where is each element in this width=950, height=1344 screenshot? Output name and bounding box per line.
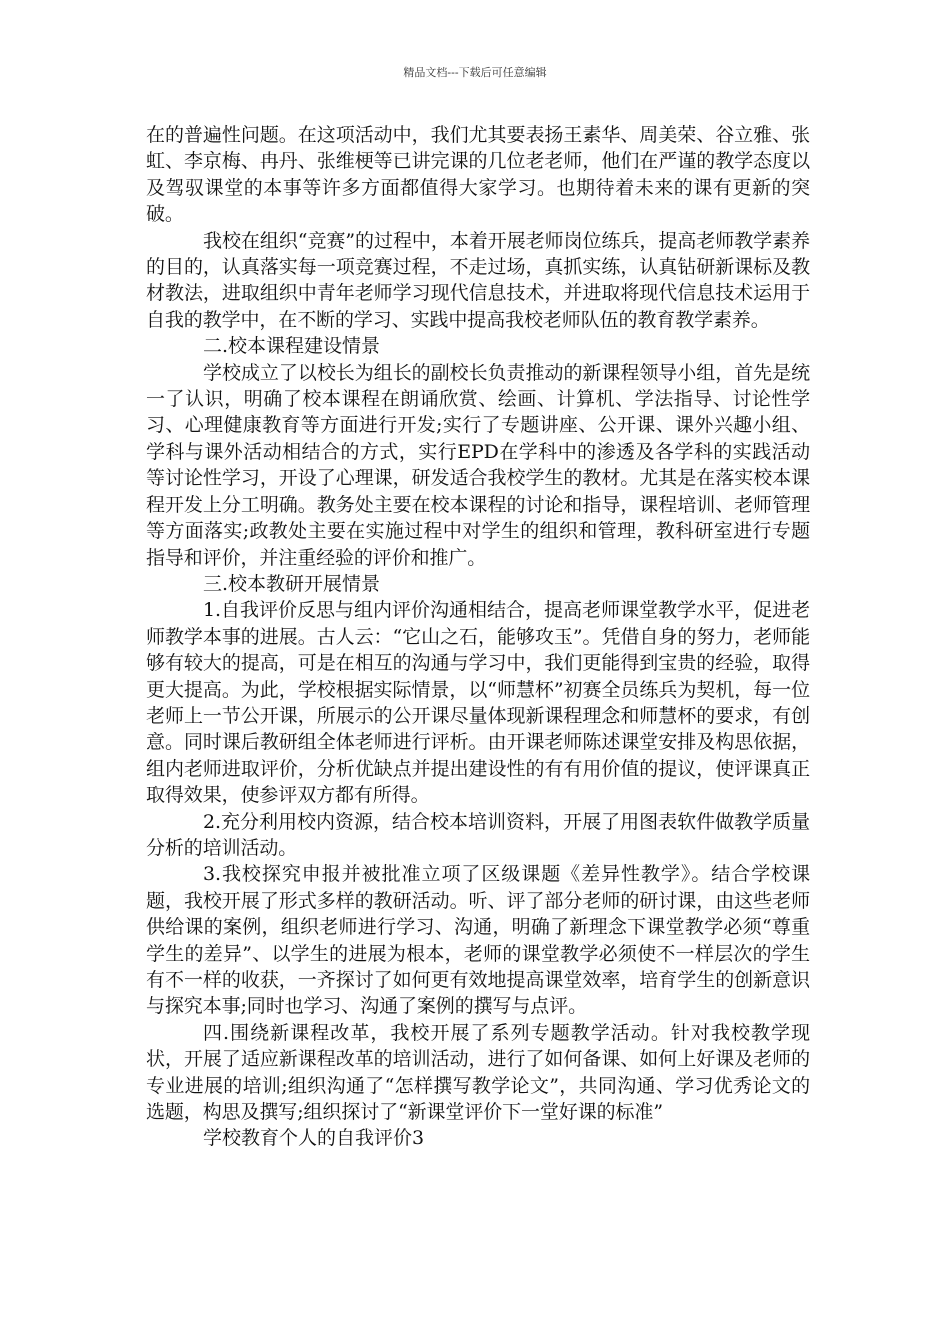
section-heading-school-curriculum: 二.校本课程建设情景 (203, 335, 381, 358)
paragraph-research-3: 3.我校探究申报并被批准立项了区级课题《差异性教学》。结合学校课题，我校开展了形式多样的教研活动。听、评了部分老师的研讨课，由这些老师供给课的案例，组织老师进行学习、沟通，明确了新理念下课堂教学必须“尊重学生的差异”、以学生的进展为根本，老师的课堂教学必须使不一样层次的学生有不一样的收获，一齐探讨了如何更有效地提高课堂效率，培育学生的创新意识与探究本事;同时也学习、沟通了案例的撰写与点评。 (146, 863, 810, 1018)
paragraph-reform: 四.围绕新课程改革，我校开展了系列专题教学活动。针对我校教学现状，开展了适应新课程改革的培训活动，进行了如何备课、如何上好课及老师的专业进展的培训;组织沟通了“怎样撰写教学论文”，共同沟通、学习优秀论文的选题，构思及撰写;组织探讨了“新课堂评价下一堂好课的标准” (146, 1021, 810, 1124)
document-body (146, 122, 810, 1152)
section-heading-school-research: 三.校本教研开展情景 (203, 572, 381, 595)
paragraph-research-2: 2.充分利用校内资源，结合校本培训资料，开展了用图表软件做教学质量分析的培训活动。 (146, 810, 810, 859)
paragraph-curriculum: 学校成立了以校长为组长的副校长负责推动的新课程领导小组，首先是统一了认识，明确了校本课程在朗诵欣赏、绘画、计算机、学法指导、讨论性学习、心理健康教育等方面进行开发;实行了专题讲座、公开课、课外兴趣小组、学科与课外活动相结合的方式，实行EPD在学科中的渗透及各学科的实践活动等讨论性学习，开设了心理课，研发适合我校学生的教材。尤其是在落实校本课程开发上分工明确。教务处主要在校本课程的讨论和指导，课程培训、老师管理等方面落实;政教处主要在实施过程中对学生的组织和管理，教科研室进行专题指导和评价，并注重经验的评价和推广。 (146, 361, 810, 569)
paragraph-continued: 在的普遍性问题。在这项活动中，我们尤其要表扬王素华、周美荣、谷立雅、张虹、李京梅、冉丹、张维梗等已讲完课的几位老老师，他们在严谨的教学态度以及驾驭课堂的本事等许多方面都值得大家学习。也期待着未来的课有更新的突破。 (146, 124, 810, 226)
paragraph-research-1: 1.自我评价反思与组内评价沟通相结合，提高老师课堂教学水平，促进老师教学本事的进展。古人云：“它山之石，能够攻玉”。凭借自身的努力，老师能够有较大的提高，可是在相互的沟通与学习中，我们更能得到宝贵的经验，取得更大提高。为此，学校根据实际情景，以“师慧杯”初赛全员练兵为契机，每一位老师上一节公开课，所展示的公开课尽量体现新课程理念和师慧杯的要求，有创意。同时课后教研组全体老师进行评析。由开课老师陈述课堂安排及构思依据，组内老师进取评价，分析优缺点并提出建设性的有有用价值的提议，使评课真正取得效果，使参评双方都有所得。 (146, 599, 810, 807)
paragraph-competition: 我校在组织“竞赛”的过程中，本着开展老师岗位练兵，提高老师教学素养的目的，认真落实每一项竞赛过程，不走过场，真抓实练，认真钻研新课标及教材教法，进取组织中青年老师学习现代信息技术，并进取将现代信息技术运用于自我的教学中，在不断的学习、实践中提高我校老师队伍的教育教学素养。 (146, 229, 810, 331)
page-header: 精品文档---下载后可任意编辑 (403, 66, 547, 79)
document-title-evaluation-3: 学校教育个人的自我评价3 (203, 1127, 425, 1150)
